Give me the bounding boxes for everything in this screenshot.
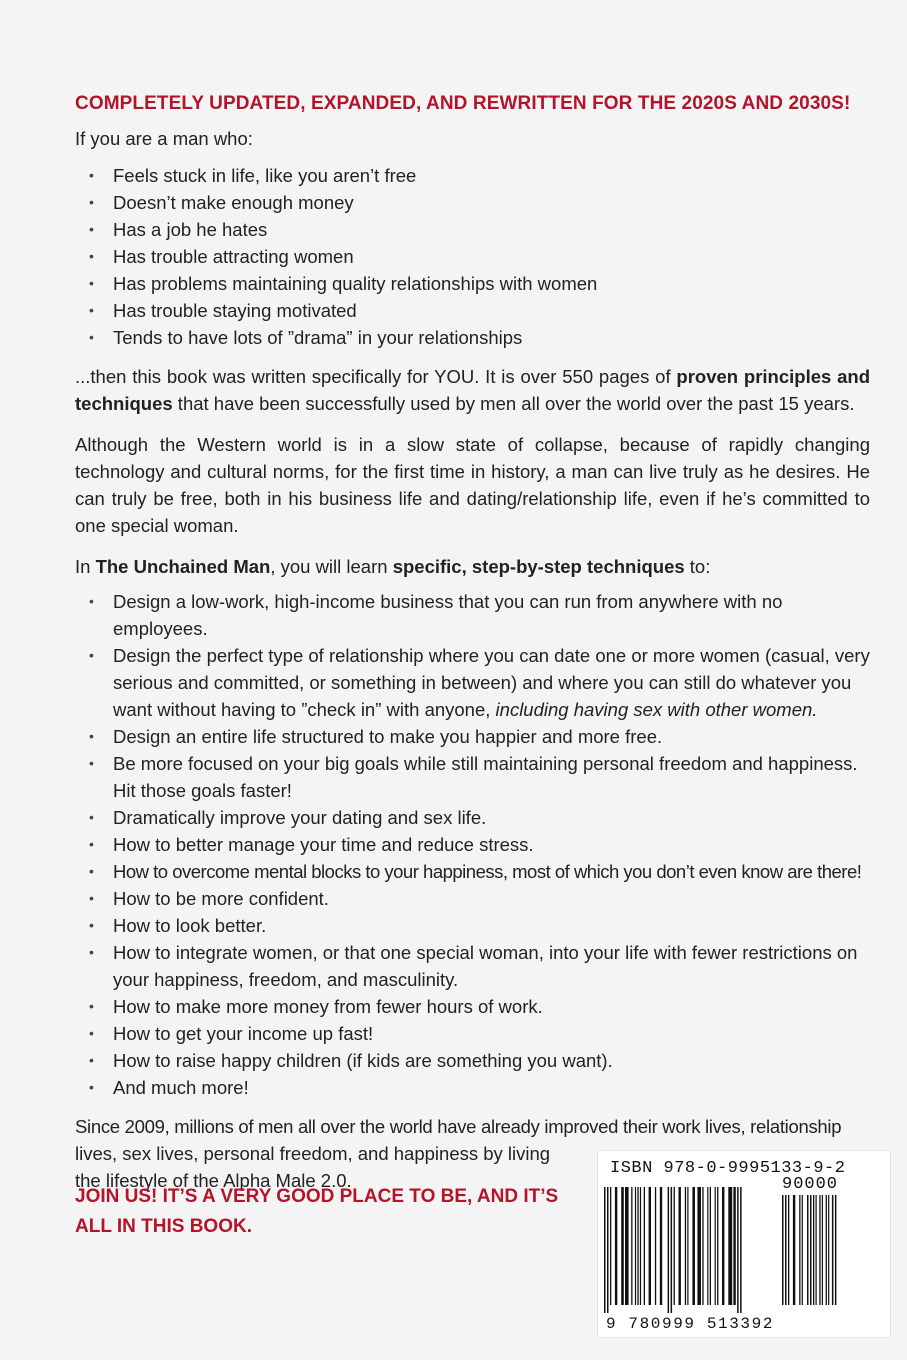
barcode-bar <box>810 1195 812 1305</box>
paragraph-pitch: ...then this book was written specifically for YOU. It is over 550 pages of proven principles and techniques that have been successfully used by men all over the world over the past 15 years. <box>75 366 870 414</box>
barcode-bar <box>631 1187 632 1305</box>
list-item: • How to integrate women, or that one special woman, into your life with fewer restrictions on your happiness, freedom, and masculinity. <box>75 939 870 993</box>
barcode-bar <box>685 1187 686 1305</box>
list-item: • Design a low-work, high-income business that you can run from anywhere with no employees. <box>75 588 870 642</box>
barcode-bar <box>826 1195 827 1305</box>
barcode-bar <box>785 1195 787 1305</box>
price-addon-number: 90000 <box>782 1175 839 1194</box>
list-item: • How to get your income up fast! <box>75 1020 870 1047</box>
list-item: • And much more! <box>75 1074 870 1101</box>
barcode-bar <box>788 1195 789 1305</box>
barcode-bar <box>710 1187 711 1305</box>
barcode-bar <box>835 1195 837 1305</box>
barcode-bar <box>621 1187 624 1305</box>
barcode-bar <box>807 1195 809 1305</box>
barcode-bar <box>717 1187 718 1305</box>
list-item: • Tends to have lots of ”drama” in your relationships <box>75 324 870 351</box>
barcode-bar <box>644 1187 645 1305</box>
closing-call-to-action: JOIN US! IT’S A VERY GOOD PLACE TO BE, AND IT’S ALL IN THIS BOOK. <box>75 1186 559 1237</box>
list-item: • How to better manage your time and reduce stress. <box>75 831 870 858</box>
barcode-bar <box>715 1187 716 1305</box>
barcode-bar <box>702 1187 703 1305</box>
list-item: • Has problems maintaining quality relationships with women <box>75 270 870 297</box>
list-item: • How to be more confident. <box>75 885 870 912</box>
barcode-bar <box>707 1187 708 1305</box>
barcode-bar <box>610 1187 611 1305</box>
barcode-bar <box>819 1195 820 1305</box>
barcode-bar <box>828 1195 829 1305</box>
barcode-bar <box>615 1187 617 1305</box>
barcode-bar <box>822 1195 823 1305</box>
barcode-bar <box>679 1187 681 1305</box>
ean-number: 9 780999 513392 <box>606 1315 775 1333</box>
barcode-bar <box>687 1187 688 1305</box>
isbn-barcode <box>597 1150 891 1338</box>
barcode-bars <box>604 1187 778 1313</box>
list-item: • How to raise happy children (if kids are something you want). <box>75 1047 870 1074</box>
paragraph-since: Since 2009, millions of men all over the world have already improved their work lives, relationship lives, sex lives, personal freedom, and happiness by living the lifestyle of the Alpha Male 2.0. <box>75 1116 842 1191</box>
barcode-bar <box>607 1187 609 1313</box>
list-item: • Be more focused on your big goals while still maintaining personal freedom and happiness. Hit those goals faster! <box>75 750 870 804</box>
list-item: • Design the perfect type of relationship where you can date one or more women (casual, very serious and committed, or something in between) and where you can still do whatever you want without having to ”check in” with anyone, including having sex with other women. <box>75 642 870 723</box>
book-title: The Unchained Man <box>95 556 271 577</box>
barcode-bar <box>692 1187 695 1305</box>
list-item: • Feels stuck in life, like you aren’t free <box>75 162 870 189</box>
cover-copy <box>75 90 870 1194</box>
barcode-bar <box>668 1187 670 1313</box>
barcode-bar <box>637 1187 638 1305</box>
headline: COMPLETELY UPDATED, EXPANDED, AND REWRITTEN FOR THE 2020S AND 2030S! <box>75 93 851 114</box>
barcode-bar <box>635 1187 636 1305</box>
paragraph-learn: In The Unchained Man, you will learn specific, step-by-step techniques to: <box>75 556 711 577</box>
barcode-bar <box>813 1195 814 1305</box>
isbn-number: ISBN 978-0-9995133-9-2 <box>610 1159 846 1178</box>
barcode-bar <box>722 1187 724 1305</box>
benefits-list <box>75 588 870 1101</box>
list-item: • Has trouble attracting women <box>75 243 870 270</box>
list-item: • Has trouble staying motivated <box>75 297 870 324</box>
barcode-bar <box>697 1187 701 1305</box>
list-item: • Doesn’t make enough money <box>75 189 870 216</box>
problems-list <box>75 162 870 351</box>
barcode-bar <box>671 1187 673 1313</box>
barcode-bar <box>649 1187 651 1305</box>
list-item: • Dramatically improve your dating and sex life. <box>75 804 870 831</box>
barcode-bar <box>660 1187 662 1305</box>
list-item: • How to make more money from fewer hours of work. <box>75 993 870 1020</box>
addon-barcode-bars <box>782 1195 882 1313</box>
list-item: • How to look better. <box>75 912 870 939</box>
barcode-bar <box>604 1187 606 1313</box>
paragraph-context: Although the Western world is in a slow state of collapse, because of rapidly changing technology and cultural norms, for the first time in history, a man can live truly as he desires. He can truly be free, both in his business life and dating/relationship life, even if he’s committed to one special woman. <box>75 434 870 536</box>
barcode-bar <box>740 1187 742 1313</box>
barcode-bar <box>782 1195 784 1305</box>
barcode-bar <box>832 1195 834 1305</box>
barcode-bar <box>655 1187 656 1305</box>
barcode-bar <box>728 1187 732 1305</box>
barcode-bar <box>733 1187 735 1305</box>
barcode-bar <box>802 1195 803 1305</box>
barcode-bar <box>674 1187 675 1305</box>
barcode-bar <box>799 1195 800 1305</box>
list-item: • Has a job he hates <box>75 216 870 243</box>
barcode-bar <box>816 1195 817 1305</box>
barcode-bar <box>625 1187 629 1305</box>
barcode-bar <box>737 1187 739 1313</box>
intro-text: If you are a man who: <box>75 128 253 149</box>
list-item: • How to overcome mental blocks to your happiness, most of which you don’t even know are there! <box>75 858 870 885</box>
barcode-bar <box>640 1187 641 1305</box>
list-item: • Design an entire life structured to make you happier and more free. <box>75 723 870 750</box>
barcode-bar <box>793 1195 795 1305</box>
